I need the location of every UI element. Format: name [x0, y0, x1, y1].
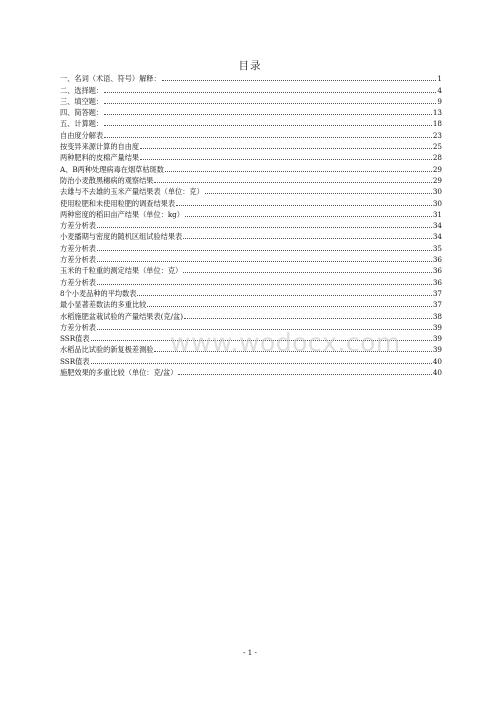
toc-entry[interactable]: [60, 106, 442, 117]
toc-entry-page-number: 29: [432, 164, 442, 174]
toc-entry-page-number: 38: [432, 311, 442, 321]
toc-entry-label: 方差分析表: [60, 255, 96, 265]
toc-entry-label: 按变异来源计算的自由度: [60, 142, 140, 152]
toc-entry-page-number: 25: [432, 142, 442, 152]
toc-entry-label: 最小显著差数法的多重比较: [60, 300, 147, 310]
toc-entry-page-number: 18: [432, 119, 442, 129]
toc-entry-label: 防治小麦散黑穗病的观察结果: [60, 175, 154, 185]
toc-entry[interactable]: [60, 309, 442, 320]
toc-entry-label: 两种肥料的皮棉产量结果: [60, 153, 140, 163]
toc-entry-label: 三、填空题：: [60, 96, 104, 106]
toc-entry-label: 两种密度的稻田亩产结果（单位：kg）: [60, 209, 184, 219]
toc-entry-page-number: 39: [432, 334, 442, 344]
toc-entry-label: 施肥效果的多重比较（单位：克/盆）: [60, 368, 178, 378]
toc-entry-label: 四、简答题：: [60, 108, 104, 118]
toc-entry-label: 方差分析表: [60, 243, 96, 253]
toc-entry-label: SSR值表: [60, 356, 90, 366]
toc-entry-page-number: 1: [437, 74, 442, 84]
toc-entry[interactable]: [60, 219, 442, 230]
toc-entry[interactable]: [60, 140, 442, 151]
toc-entry[interactable]: [60, 230, 442, 241]
toc-entry[interactable]: [60, 83, 442, 94]
toc-entry-page-number: 36: [432, 255, 442, 265]
toc-entry[interactable]: [60, 321, 442, 332]
toc-entry[interactable]: [60, 208, 442, 219]
toc-entry[interactable]: [60, 95, 442, 106]
toc-entry[interactable]: [60, 253, 442, 264]
toc-entry[interactable]: [60, 151, 442, 162]
toc-entry-page-number: 9: [437, 96, 442, 106]
toc-entry-label: 水稻品比试验的新复极差测验: [60, 345, 154, 355]
toc-entry[interactable]: [60, 332, 442, 343]
toc-entry[interactable]: [60, 366, 442, 377]
toc-entry[interactable]: [60, 162, 442, 173]
toc-entry-page-number: 36: [432, 266, 442, 276]
toc-entry-label: 方差分析表: [60, 277, 96, 287]
toc-entry-page-number: 29: [432, 175, 442, 185]
toc-entry-label: 玉米的千粒重的测定结果（单位：克）: [60, 266, 183, 276]
toc-dot-leader: [104, 103, 436, 104]
toc-entry[interactable]: [60, 264, 442, 275]
toc-entry[interactable]: [60, 298, 442, 309]
toc-dot-leader: [104, 92, 436, 93]
toc-dot-leader: [140, 159, 432, 160]
toc-dot-leader: [183, 272, 432, 273]
toc-entry-label: 8个小麦品种的平均数表: [60, 288, 137, 298]
toc-dot-leader: [97, 329, 432, 330]
toc-entry-label: 五、计算题：: [60, 119, 104, 129]
watermark: www.wodocx.com: [170, 328, 401, 357]
toc-entry[interactable]: [60, 174, 442, 185]
toc-dot-leader: [147, 306, 432, 307]
toc-entry-label: 使用粒肥和未使用粒肥的调查结果表: [60, 198, 176, 208]
toc-entry-page-number: 30: [432, 198, 442, 208]
toc-dot-leader: [97, 284, 432, 285]
toc-entry[interactable]: [60, 287, 442, 298]
toc-entry-label: 方差分析表: [60, 322, 96, 332]
page-number-footer: - 1 -: [243, 649, 257, 657]
toc-entry-page-number: 4: [437, 85, 442, 95]
toc-entry[interactable]: [60, 354, 442, 365]
toc-entry[interactable]: [60, 343, 442, 354]
toc-entry-page-number: 23: [432, 130, 442, 140]
toc-entry-page-number: 39: [432, 345, 442, 355]
toc-dot-leader: [183, 238, 432, 239]
toc-entry-page-number: 37: [432, 300, 442, 310]
toc-entry-page-number: 30: [432, 187, 442, 197]
toc-dot-leader: [205, 193, 432, 194]
toc-entry-page-number: 40: [432, 368, 442, 378]
toc-dot-leader: [165, 171, 432, 172]
toc-entry-page-number: 28: [432, 153, 442, 163]
toc-entry-label: 自由度分解表: [60, 130, 104, 140]
toc-dot-leader: [91, 363, 432, 364]
toc-dot-leader: [97, 261, 432, 262]
toc-entry[interactable]: [60, 128, 442, 139]
toc-dot-leader: [184, 318, 432, 319]
toc-entry[interactable]: [60, 196, 442, 207]
toc-entry-label: 小麦播期与密度的随机区组试验结果表: [60, 232, 183, 242]
toc-entry-page-number: 35: [432, 243, 442, 253]
toc-dot-leader: [154, 351, 431, 352]
toc-dot-leader: [97, 250, 432, 251]
toc-entry-page-number: 34: [432, 232, 442, 242]
toc-entry-page-number: 31: [432, 209, 442, 219]
toc-entry-label: SSR值表: [60, 334, 90, 344]
toc-entry[interactable]: [60, 275, 442, 286]
toc-entry-label: 二、选择题：: [60, 85, 104, 95]
toc-entry-label: 去雄与不去雄的玉米产量结果表（单位：克）: [60, 187, 204, 197]
toc-dot-leader: [154, 182, 431, 183]
toc-dot-leader: [104, 125, 432, 126]
table-of-contents: [60, 72, 442, 377]
toc-dot-leader: [178, 374, 431, 375]
toc-entry-page-number: 34: [432, 221, 442, 231]
toc-dot-leader: [97, 227, 432, 228]
toc-entry-page-number: 40: [432, 356, 442, 366]
toc-dot-leader: [162, 80, 437, 81]
toc-dot-leader: [140, 148, 432, 149]
page-title: 目录: [238, 60, 262, 72]
toc-dot-leader: [137, 295, 431, 296]
toc-entry-label: 水稻施肥盆栽试验的产量结果表(克/盆): [60, 311, 184, 321]
toc-entry-page-number: 39: [432, 322, 442, 332]
toc-dot-leader: [104, 114, 432, 115]
toc-entry-label: 方差分析表: [60, 221, 96, 231]
toc-entry[interactable]: [60, 117, 442, 128]
toc-dot-leader: [176, 205, 432, 206]
toc-dot-leader: [185, 216, 432, 217]
toc-entry-label: 一、名词（术语、符号）解释：: [60, 74, 161, 84]
toc-entry-page-number: 13: [432, 108, 442, 118]
toc-entry[interactable]: [60, 72, 442, 83]
toc-dot-leader: [104, 137, 432, 138]
toc-entry[interactable]: [60, 185, 442, 196]
toc-entry-page-number: 36: [432, 277, 442, 287]
toc-entry-page-number: 37: [432, 288, 442, 298]
toc-entry[interactable]: [60, 241, 442, 252]
toc-dot-leader: [91, 340, 432, 341]
toc-entry-label: A、B两种处理病毒在烟草枯斑数: [60, 164, 164, 174]
